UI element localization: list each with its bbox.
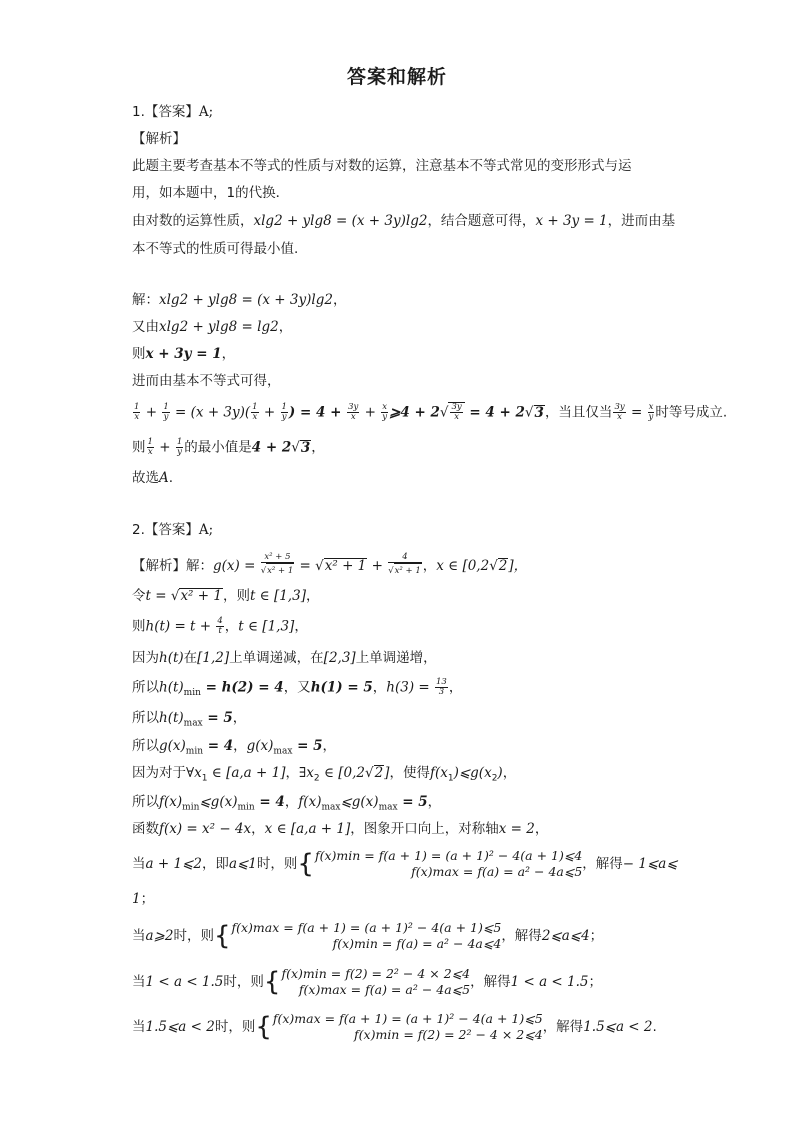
q2-case-3: 当1 < a < 1.5时，则{ f(x)min = f(2) = 2² − 4 × 2⩽4 f(x)max = f(a) = a² − 4a⩽5 ，解得1 < a < 1.5； [132,966,603,997]
page-title: 答案和解析 [346,66,447,88]
q1-answer-line: 1.【答案】A; [132,104,214,120]
q2-line-2: 令t = √x² + 1，则t ∈ [1,3]， [132,588,320,604]
q1-min-value-line: 则 $\frac{1}{x}$ + $\frac{1}{y}$ 的最小值是4 + 2√3， [132,437,325,457]
q2-line-7: 所以$g(x)_{min} = 4$，$g(x)_{max} = 5$， [132,738,337,757]
q1-intro-line-3: 由对数的运算性质，xlg2 + ylg8 = (x + 3y)lg2，结合题意可得，x + 3y = 1，进而由基 [132,213,676,229]
q2-case-4: 当1.5⩽a < 2时，则{ f(x)max = f(a + 1) = (a + 1)² − 4(a + 1)⩽5 f(x)min = f(2) = 2² − 4 × 2⩽4 ，解得1.5⩽a < 2. [132,1011,657,1042]
q1-choice-line: 故选A. [132,470,174,486]
q1-solution-step-4: 进而由基本不等式可得， [132,373,281,389]
q2-case-1-cont: 1； [132,891,155,907]
q2-line-10: 函数f(x) = x² − 4x，x ∈ [a,a + 1]，图象开口向上，对称轴x = 2， [132,821,549,837]
q2-answer-line: 2.【答案】A; [132,522,214,538]
q2-line-4: 因为h(t)在[1,2]上单调递减，在[2,3]上单调递增， [132,650,437,666]
q2-line-9: 所以$f(x)_{min}⩽g(x)_{min} = 4$，$f(x)_{max}⩽g(x)_{max} = 5$， [132,794,442,813]
q2-line-3: 则h(t) = t + $\frac{4}{t}$ ，t ∈ [1,3]， [132,616,308,636]
q1-inequality-line: $\frac{1}{x}$ + $\frac{1}{y}$ = (x + 3y)( $\frac{1}{x}$ + $\frac{1}{y}$ ) = 4 + $\frac{3y}{x}$ + $\frac{x}{y}$ ⩾4 + 2√ $\frac{3y}{x}$ = 4 + 2√3，当且仅当 $\frac{3y}{x}$ = $\frac{x}{y}$ 时等号成立. [134,402,728,422]
q1-analysis-tag: 【解析】 [132,131,186,147]
q2-line-8: 因为对于$\forall x_1$ ∈ [a,a + 1]，$\exists x_2$ ∈ [0,2√2]，使得$f(x_1)⩽g(x_2)$， [132,765,517,784]
q1-intro-line-2: 用，如本题中，1的代换． [132,185,290,201]
q2-line-1: 【解析】解：g(x) = $\frac{\text{x² + 5}}{\text{√x² + 1}}$ = √x² + 1 + $\frac{4}{\text{√x² + 1}}$ ，x ∈ [0,2√2]， [132,553,527,579]
q2-line-5: 所以$h(t)_{min} = h(2) = 4$，又h(1) = 5，h(3) = $\frac{13}{3}$ ， [132,677,463,699]
q2-case-2: 当a⩾2时，则{ f(x)max = f(a + 1) = (a + 1)² − 4(a + 1)⩽5 f(x)min = f(a) = a² − 4a⩽4 ，解得2⩽a⩽4； [132,920,604,951]
q2-line-6: 所以$h(t)_{max} = 5$， [132,710,247,729]
q1-solution-step-3: 则x + 3y = 1， [132,346,236,362]
q2-case-1: 当a + 1⩽2，即a⩽1时，则{ f(x)min = f(a + 1) = (a + 1)² − 4(a + 1)⩽4 f(x)max = f(a) = a² − 4a⩽5 ，解得− 1⩽a⩽ [132,848,678,879]
q1-solution-step-2: 又由xlg2 + ylg8 = lg2， [132,319,293,335]
q1-intro-line-1: 此题主要考查基本不等式的性质与对数的运算，注意基本不等式常见的变形形式与运 [132,158,632,174]
q1-intro-line-4: 本不等式的性质可得最小值. [132,241,299,257]
q1-solution-step-1: 解：xlg2 + ylg8 = (x + 3y)lg2， [132,292,347,308]
